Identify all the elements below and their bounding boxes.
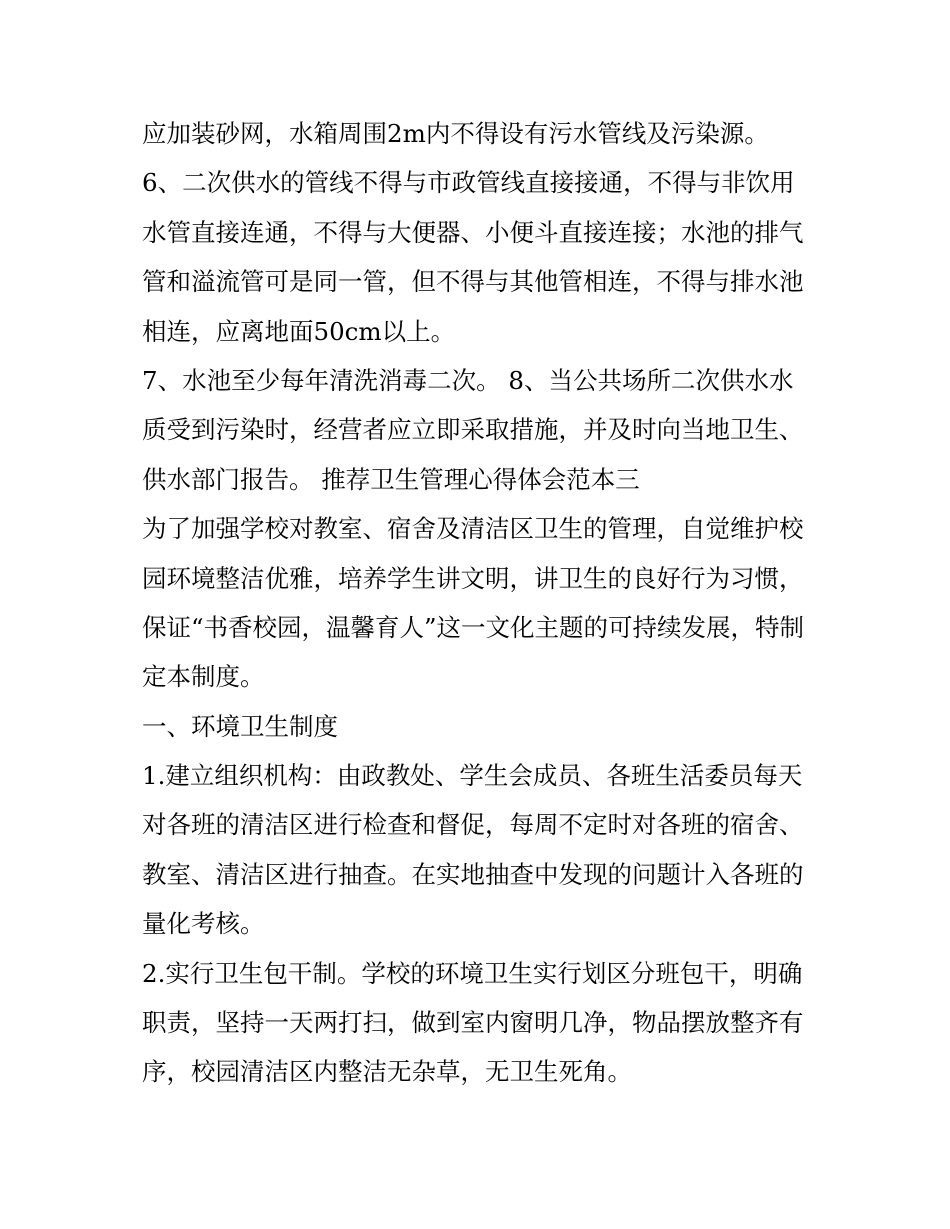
- text-line: 园环境整洁优雅，培养学生讲文明，讲卫生的良好行为习惯，: [142, 563, 804, 593]
- section-heading: 一、环境卫生制度: [142, 711, 338, 741]
- text-line: 序，校园清洁区内整洁无杂草，无卫生死角。: [142, 1057, 632, 1087]
- text-line: 对各班的清洁区进行检查和督促，每周不定时对各班的宿舍、: [142, 810, 804, 840]
- text-line: 质受到污染时，经营者应立即采取措施，并及时向当地卫生、: [142, 415, 804, 445]
- text-line: 供水部门报告。 推荐卫生管理心得体会范本三: [142, 464, 640, 494]
- text-line: 水管直接连通，不得与大便器、小便斗直接连接；水池的排气: [142, 217, 804, 247]
- text-line: 保证“书香校园，温馨育人”这一文化主题的可持续发展，特制: [142, 612, 805, 642]
- text-line: 定本制度。: [142, 662, 265, 692]
- text-line: 1.建立组织机构：由政教处、学生会成员、各班生活委员每天: [142, 761, 803, 791]
- text-line: 7、水池至少每年清洗消毒二次。 8、当公共场所二次供水水: [142, 365, 794, 395]
- text-line: 管和溢流管可是同一管，但不得与其他管相连，不得与排水池: [142, 267, 804, 297]
- text-line: 教室、清洁区进行抽查。在实地抽查中发现的问题计入各班的: [142, 859, 804, 889]
- text-line: 相连，应离地面50cm以上。: [142, 316, 456, 346]
- body-text: [142, 109, 822, 1097]
- text-line: 应加装砂网，水箱周围2m内不得设有污水管线及污染源。: [142, 119, 769, 148]
- text-line: 职责，坚持一天两打扫，做到室内窗明几净，物品摆放整齐有: [142, 1008, 804, 1038]
- text-line: 6、二次供水的管线不得与市政管线直接接通，不得与非饮用: [142, 168, 795, 198]
- text-line: 为了加强学校对教室、宿舍及清洁区卫生的管理，自觉维护校: [142, 514, 804, 544]
- text-line: 2.实行卫生包干制。学校的环境卫生实行划区分班包干，明确: [142, 958, 803, 988]
- text-line: 量化考核。: [142, 909, 265, 939]
